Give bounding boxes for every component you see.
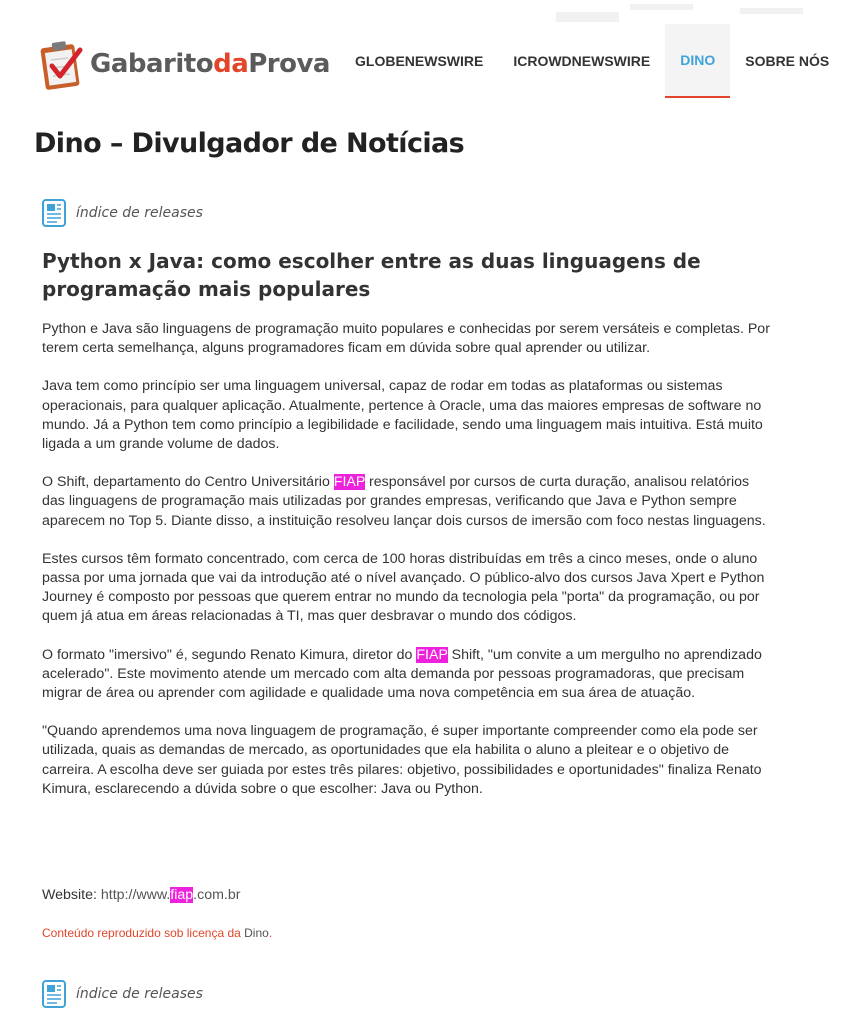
site-logo[interactable] [40, 38, 330, 90]
article-paragraph: O formato "imersivo" é, segundo Renato Kimura, diretor do FIAP Shift, "um convite a um mergulho no aprendizado acelerado". Este movimento atende um mercado com alta demanda por pessoas programadoras, que precisam migrar de área ou aprender com agilidade e qualidade uma nova competência em sua área de atuação. [42, 646, 762, 702]
license-note: Conteúdo reproduzido sob licença da Dino. [42, 926, 273, 940]
main-nav [340, 24, 844, 98]
website-line [42, 887, 240, 903]
license-dino-link[interactable]: Dino [244, 926, 269, 940]
nav-item-sobre-nos[interactable]: SOBRE NÓS [745, 53, 830, 69]
page-title: Dino – Divulgador de Notícias [34, 128, 465, 159]
nav-item-globenewswire[interactable]: GLOBENEWSWIRE [355, 53, 484, 69]
article-paragraph: O Shift, departamento do Centro Universitário FIAP responsável por cursos de curta duração, analisou relatórios das linguagens de programação mais utilizadas por grandes empresas, verificando que Java e Python sempre aparecem no Top 5. Diante disso, a instituição resolveu lançar dois cursos de imersão com foco nestas linguagens. [42, 474, 766, 529]
website-label: Website: [42, 887, 101, 903]
clipboard-check-icon [40, 38, 84, 90]
document-icon [42, 199, 66, 227]
top-bar-decoration [556, 12, 619, 22]
nav-item-dino[interactable]: DINO [665, 24, 730, 98]
article-paragraph: Estes cursos têm formato concentrado, com cerca de 100 horas distribuídas em três a cinco meses, onde o aluno passa por uma jornada que vai da introdução até o nível avançado. O público-alvo dos cursos Java Xpert e Python Journey é composto por pessoas que querem entrar no mundo da tecnologia pela "porta" da programação, ou por quem já atua em áreas relacionadas à TI, mas quer desbravar o mundo dos códigos. [42, 550, 765, 625]
article-title: Python x Java: como escolher entre as duas linguagens de programação mais populares [42, 249, 701, 301]
highlighted-term: fiap [170, 887, 194, 903]
releases-index-label: índice de releases [76, 986, 203, 1002]
releases-index-label: índice de releases [76, 205, 203, 221]
article-paragraph: Python e Java são linguagens de programação muito populares e conhecidas por serem versáteis e completas. Por terem certa semelhança, alguns programadores ficam em dúvida sobre qual aprender ou utilizar. [42, 321, 770, 357]
top-bar-decoration [740, 8, 803, 14]
document-icon [42, 980, 66, 1008]
releases-index-link-bottom[interactable] [42, 980, 203, 1008]
nav-item-icrowdnewswire[interactable]: ICROWDNEWSWIRE [513, 53, 651, 69]
logo-wordmark: GabaritodaProva [90, 49, 330, 79]
highlighted-term: FIAP [416, 646, 448, 663]
top-bar-decoration [630, 4, 693, 10]
article-body [42, 320, 772, 818]
article-paragraph: "Quando aprendemos uma nova linguagem de programação, é super importante compreender como ela pode ser utilizada, quais as demandas de mercado, as oportunidades que ela habilita o aluno a pleitear e o objetivo de carreira. A escolha deve ser guiada por estes três pilares: objetivo, possibilidades e oportunidades" finaliza Renato Kimura, esclarecendo a dúvida sobre o que escolher: Java ou Python. [42, 723, 762, 797]
article-paragraph: Java tem como princípio ser uma linguagem universal, capaz de rodar em todas as plataformas ou sistemas operacionais, para qualquer aplicação. Atualmente, pertence à Oracle, uma das maiores empresas de software no mundo. Já a Python tem como princípio a legibilidade e facilidade, sendo uma linguagem mais intuitiva. Está muito ligada a um grande volume de dados. [42, 378, 763, 453]
website-link[interactable]: http://www.fiap.com.br [100, 887, 241, 903]
releases-index-link[interactable] [42, 199, 203, 227]
highlighted-term: FIAP [333, 474, 366, 491]
